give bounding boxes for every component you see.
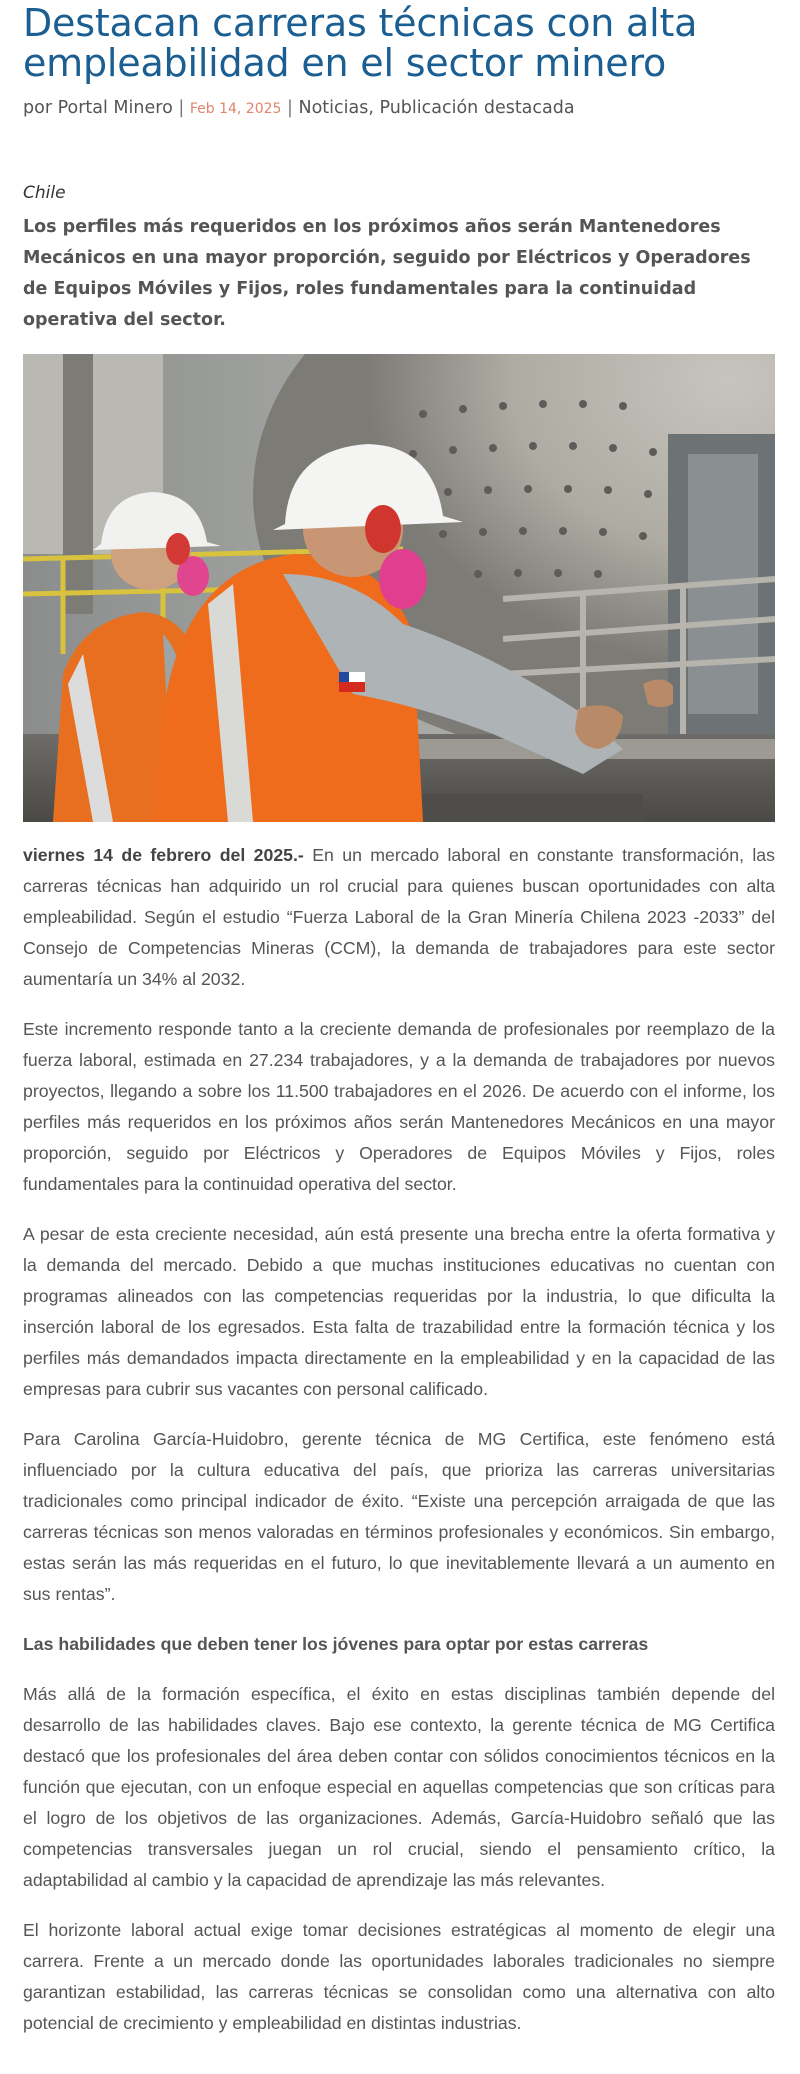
article-location: Chile bbox=[23, 183, 66, 203]
article-paragraph: Para Carolina García-Huidobro, gerente técnica de MG Certifica, este fenómeno está influenciado por la cultura educativa del país, que prioriza las carreras universitarias tradicionales como principal indicador de éxito. “Existe una percepción arraigada de que las carreras técnicas son menos valoradas en términos profesionales y económicos. Sin embargo, estas serán las más requeridas en el futuro, lo que inevitablemente llevará a un aumento en sus rentas”. bbox=[23, 1429, 775, 1604]
meta-separator: | bbox=[178, 98, 185, 118]
article bbox=[23, 3, 775, 2074]
article-paragraph: El horizonte laboral actual exige tomar decisiones estratégicas al momento de elegir una carrera. Frente a un mercado donde las oportunidades laborales tradicionales no siempre garantizan estabilidad, las carreras técnicas se consolidan como una alternativa con alto potencial de crecimiento y empleabilidad en distintas industrias. bbox=[23, 1920, 775, 2033]
category-links[interactable]: Noticias, Publicación destacada bbox=[298, 98, 575, 118]
article-paragraph: A pesar de esta creciente necesidad, aún está presente una brecha entre la oferta formativa y la demanda del mercado. Debido a que muchas instituciones educativas no cuentan con programas alineados con las competencias requeridas por la industria, lo que dificulta la inserción laboral de los egresados. Esta falta de trazabilidad entre la formación técnica y los perfiles más demandados impacta directamente en la empleabilidad y en la capacidad de las empresas para cubrir sus vacantes con personal calificado. bbox=[23, 1224, 775, 1399]
article-paragraph: Más allá de la formación específica, el éxito en estas disciplinas también depende del desarrollo de las habilidades claves. Bajo ese contexto, la gerente técnica de MG Certifica destacó que los profesionales del área deben contar con sólidos conocimientos técnicos en la función que ejecutan, con un enfoque especial en aquellas competencias que son críticas para el logro de los objetivos de las organizaciones. Además, García-Huidobro señaló que las competencias transversales juegan un rol crucial, siendo el pensamiento crítico, la adaptabilidad al cambio y la capacidad de aprendizaje las más relevantes. bbox=[23, 1684, 775, 1890]
dateline: viernes 14 de febrero del 2025.- bbox=[23, 845, 304, 865]
meta-separator: | bbox=[287, 98, 293, 118]
article-lead: Los perfiles más requeridos en los próximos años serán Mantenedores Mecánicos en una mayor proporción, seguido por Eléctricos y Operadores de Equipos Móviles y Fijos, roles fundamentales para la continuidad operativa del sector. bbox=[23, 217, 751, 330]
article-paragraph: viernes 14 de febrero del 2025.- En un mercado laboral en constante transformación, las carreras técnicas han adquirido un rol crucial para quienes buscan oportunidades con alta empleabilidad. Según el estudio “Fuerza Laboral de la Gran Minería Chilena 2023 -2033” del Consejo de Competencias Mineras (CCM), la demanda de trabajadores para este sector aumentaría un 34% al 2032. bbox=[23, 845, 775, 989]
article-subheading: Las habilidades que deben tener los jóvenes para optar por estas carreras bbox=[23, 1634, 649, 1654]
article-paragraph: Este incremento responde tanto a la creciente demanda de profesionales por reemplazo de la fuerza laboral, estimada en 27.234 trabajadores, y a la demanda de trabajadores por nuevos proyectos, llegando a sobre los 11.500 trabajadores en el 2026. De acuerdo con el informe, los perfiles más requeridos en los próximos años serán Mantenedores Mecánicos en una mayor proporción, seguido por Eléctricos y Operadores de Equipos Móviles y Fijos, roles fundamentales para la continuidad operativa del sector. bbox=[23, 1019, 775, 1194]
article-meta bbox=[23, 93, 775, 124]
publish-date: Feb 14, 2025 bbox=[189, 101, 282, 117]
by-prefix: por bbox=[23, 98, 53, 118]
author-link[interactable]: Portal Minero bbox=[57, 98, 173, 118]
article-title: Destacan carreras técnicas con alta empleabilidad en el sector minero bbox=[23, 1, 698, 85]
mine-workers-photo bbox=[23, 354, 775, 822]
